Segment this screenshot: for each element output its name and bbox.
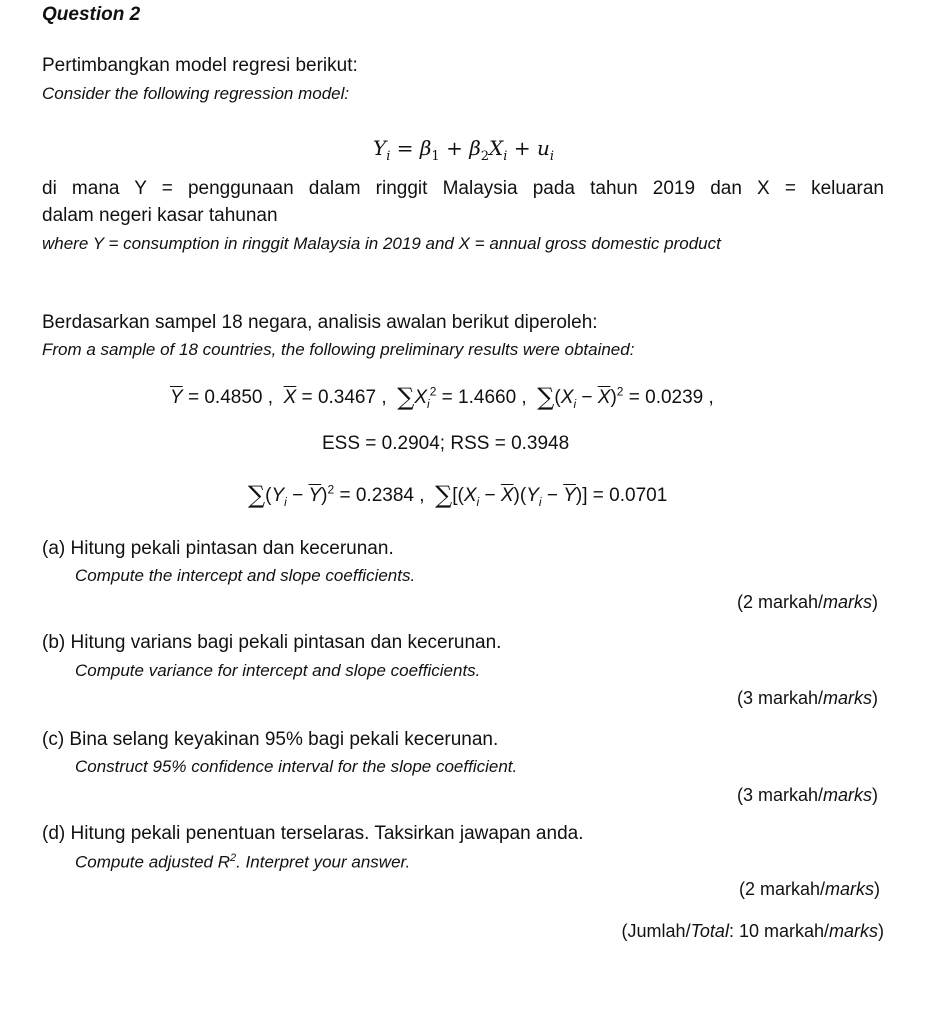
model-equation: $Y_i = \beta_1 + \beta_2X_i + u_i$ bbox=[373, 136, 554, 164]
sample-malay: Berdasarkan sampel 18 negara, analisis awalan berikut diperoleh: bbox=[42, 312, 598, 333]
part-a-marks: (2 markah/marks) bbox=[736, 592, 878, 612]
part-b-marks: (3 markah/marks) bbox=[736, 688, 878, 708]
part-b-english: Compute variance for intercept and slope coefficients. bbox=[75, 661, 481, 680]
ess-rss-line: ESS = 0.2904; RSS = 0.3948 bbox=[322, 433, 570, 454]
part-a-english: Compute the intercept and slope coefficients. bbox=[75, 566, 416, 585]
part-d-marks: (2 markah/marks) bbox=[738, 879, 880, 899]
sample-english: From a sample of 18 countries, the following preliminary results were obtained: bbox=[42, 340, 635, 359]
part-d-english: Compute adjusted $R^2$. Interpret your answer. bbox=[75, 852, 411, 872]
part-c-english: Construct 95% confidence interval for the slope coefficient. bbox=[75, 757, 518, 776]
definition-malay-line2: dalam negeri kasar tahunan bbox=[42, 205, 278, 226]
part-c-marks: (3 markah/marks) bbox=[736, 785, 878, 805]
part-c-malay: (c) Bina selang keyakinan 95% bagi pekali kecerunan. bbox=[42, 729, 499, 750]
part-b-malay: (b) Hitung varians bagi pekali pintasan dan kecerunan. bbox=[42, 632, 502, 653]
stats-line-1: $\overline{Y} = 0.4850$ , $\overline{X} = 0.3467$ , $\sum X_i^2 = 1.4660$ , $\sum(X_i - \overline{X})^2 = 0.0239$ , bbox=[170, 383, 714, 411]
xbar-value: 0.3467 bbox=[317, 387, 377, 408]
total-marks: (Jumlah/Total: 10 markah/marks) bbox=[621, 921, 884, 941]
definition-english: where Y = consumption in ringgit Malaysia in 2019 and X = annual gross domestic product bbox=[42, 234, 721, 253]
sum-xy-deviation-value: 0.0701 bbox=[609, 485, 668, 506]
part-a-malay: (a) Hitung pekali pintasan dan kecerunan. bbox=[42, 538, 394, 559]
intro-english: Consider the following regression model: bbox=[42, 84, 350, 103]
ybar-value: 0.4850 bbox=[204, 387, 263, 408]
part-d-malay: (d) Hitung pekali penentuan terselaras. Taksirkan jawapan anda. bbox=[42, 823, 584, 844]
sum-x-squared-value: 1.4660 bbox=[458, 387, 517, 408]
intro-malay: Pertimbangkan model regresi berikut: bbox=[42, 55, 358, 76]
question-title: Question 2 bbox=[42, 4, 141, 25]
stats-line-3: $\sum(Y_i - \overline{Y})^2 = 0.2384$ , $\sum[(X_i - \overline{X})(Y_i - \overline{Y})] = 0.0701$ bbox=[248, 481, 668, 509]
definition-malay-line1: di mana Y = penggunaan dalam ringgit Malaysia pada tahun 2019 dan X = keluaran bbox=[42, 178, 884, 199]
sum-x-deviation-squared-value: 0.0239 bbox=[645, 387, 704, 408]
sum-y-deviation-squared-value: 0.2384 bbox=[355, 485, 414, 506]
